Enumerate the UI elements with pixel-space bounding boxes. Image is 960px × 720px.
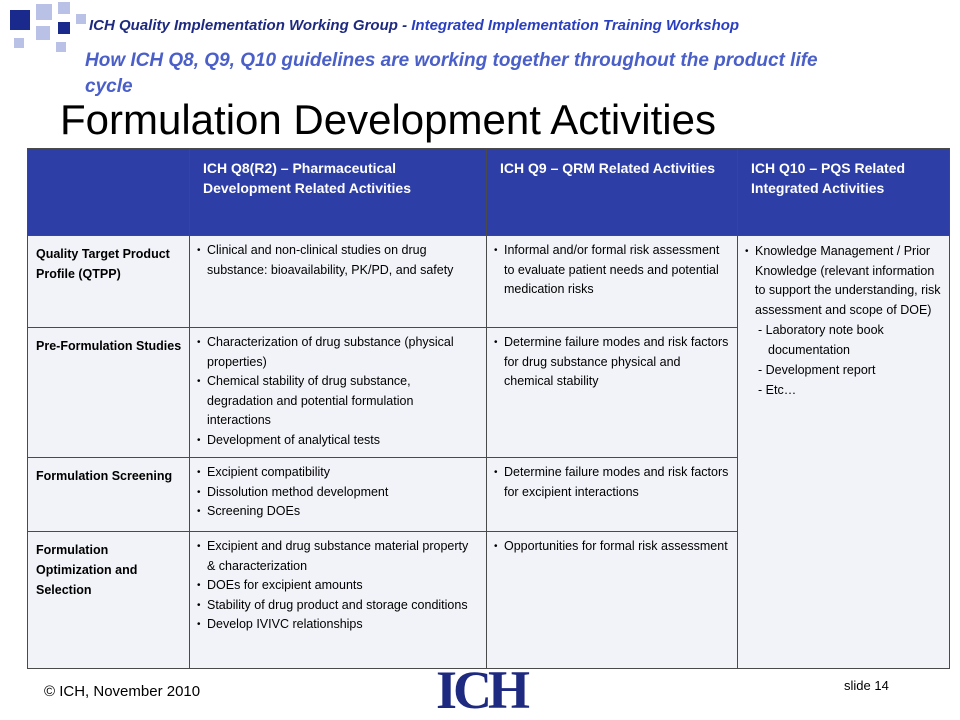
q8-item: • Excipient compatibility	[197, 463, 480, 483]
stage-cell: Formulation Screening	[28, 458, 190, 532]
q9-cell	[487, 458, 738, 532]
slide-number: slide 14	[844, 678, 889, 693]
q8-item: • Screening DOEs	[197, 502, 480, 522]
q10-item: • Knowledge Management / Prior Knowledge (relevant information to support the understanding, risk assessment and scope of DOE)	[745, 242, 943, 320]
copyright-text: © ICH, November 2010	[44, 683, 201, 700]
q9-cell	[487, 328, 738, 458]
q9-cell	[487, 236, 738, 328]
q8-cell	[190, 328, 487, 458]
header-q9: ICH Q9 – QRM Related Activities	[487, 149, 738, 236]
header-q8: ICH Q8(R2) – Pharmaceutical Development Related Activities	[190, 149, 487, 236]
q8-item: • Excipient and drug substance material property & characterization	[197, 537, 480, 576]
stage-cell: Quality Target Product Profile (QTPP)	[28, 236, 190, 328]
stage-cell: Formulation Optimization and Selection	[28, 532, 190, 669]
workshop-header	[89, 17, 949, 34]
ich-logo-text: ICH	[436, 660, 527, 720]
decorative-square	[76, 14, 86, 24]
q10-subitem: documentation	[768, 343, 851, 357]
q8-item: • Chemical stability of drug substance, degradation and potential formulation interactions	[197, 372, 480, 431]
header-separator: -	[397, 17, 412, 34]
working-group-name: ICH Quality Implementation Working Group	[89, 17, 398, 34]
decorative-square	[14, 38, 24, 48]
q8-item: • Clinical and non-clinical studies on drug substance: bioavailability, PK/PD, and safety	[197, 241, 480, 280]
decorative-square	[36, 4, 52, 20]
header-q10: ICH Q10 – PQS Related Integrated Activities	[738, 149, 950, 236]
q9-cell	[487, 532, 738, 669]
activities-table	[27, 148, 950, 669]
slide-title: Formulation Development Activities	[60, 96, 716, 143]
q8-cell	[190, 532, 487, 669]
q8-cell	[190, 236, 487, 328]
decorative-square	[58, 2, 70, 14]
q8-item: • Stability of drug product and storage conditions	[197, 596, 480, 616]
q8-cell	[190, 458, 487, 532]
stage-cell: Pre-Formulation Studies	[28, 328, 190, 458]
q10-subitem: - Etc…	[758, 383, 797, 397]
slide-subtitle: How ICH Q8, Q9, Q10 guidelines are working together throughout the product life cycle	[85, 50, 818, 97]
q9-item: • Determine failure modes and risk factors for drug substance physical and chemical stability	[494, 333, 731, 392]
q8-item: • Dissolution method development	[197, 483, 480, 503]
q8-item: • DOEs for excipient amounts	[197, 576, 480, 596]
q10-cell	[738, 236, 950, 669]
q9-item: • Informal and/or formal risk assessment to evaluate patient needs and potential medication risks	[494, 241, 731, 300]
q8-item: • Develop IVIVC relationships	[197, 615, 480, 635]
table-row	[28, 236, 950, 328]
q9-item: • Determine failure modes and risk factors for excipient interactions	[494, 463, 731, 502]
table-header-row	[28, 149, 950, 236]
header-blank	[28, 149, 190, 236]
decorative-square	[36, 26, 50, 40]
q8-item: • Characterization of drug substance (physical properties)	[197, 333, 480, 372]
q10-subitem: - Laboratory note book	[758, 323, 884, 337]
q10-subitem: - Development report	[758, 363, 876, 377]
q8-item: • Development of analytical tests	[197, 431, 480, 451]
workshop-name: Integrated Implementation Training Workshop	[411, 17, 740, 34]
decorative-square	[10, 10, 30, 30]
q9-item: • Opportunities for formal risk assessment	[494, 537, 731, 557]
ich-logo	[436, 660, 527, 720]
decorative-square	[58, 22, 70, 34]
decorative-square	[56, 42, 66, 52]
